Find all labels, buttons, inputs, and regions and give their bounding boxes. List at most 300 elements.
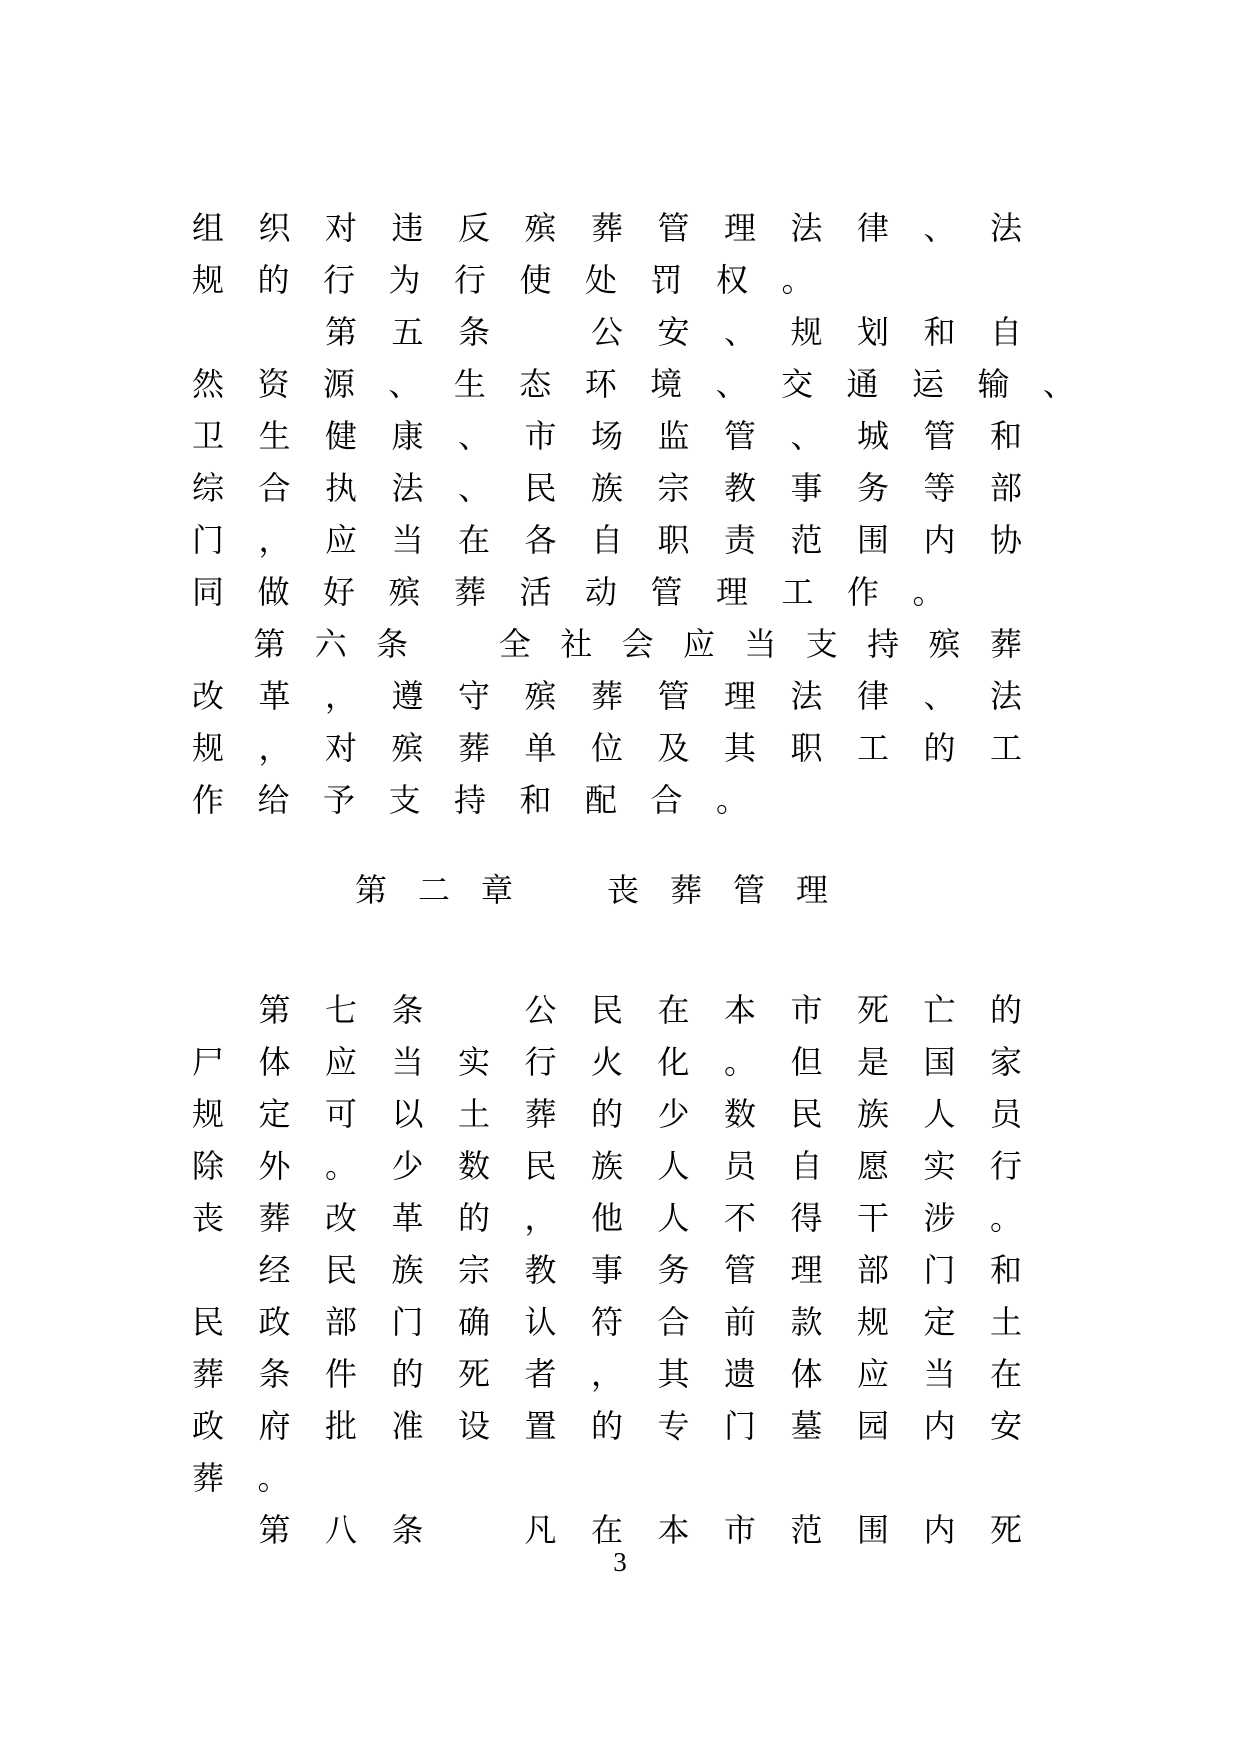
char: 政 <box>258 1304 291 1340</box>
char: 以 <box>391 1096 424 1132</box>
char: 人 <box>923 1096 956 1132</box>
char: 范 <box>790 1512 823 1548</box>
char: 规 <box>857 1304 890 1340</box>
char: 的 <box>591 1408 624 1444</box>
char: 改 <box>325 1200 358 1236</box>
char: 族 <box>391 1252 424 1288</box>
text-line <box>192 1088 1022 1140</box>
char: 、 <box>724 314 757 350</box>
char: 理 <box>724 678 757 714</box>
char: 的 <box>257 262 290 298</box>
text-line <box>192 722 1022 774</box>
char: 管 <box>724 1252 757 1288</box>
char: 亡 <box>923 992 956 1028</box>
char: 予 <box>323 782 356 818</box>
char: ， <box>591 1356 624 1392</box>
char: 第 <box>253 626 286 662</box>
char: 国 <box>923 1044 956 1080</box>
char: 是 <box>857 1044 890 1080</box>
char: 事 <box>591 1252 624 1288</box>
text-line <box>192 358 1075 410</box>
char: 内 <box>923 1408 956 1444</box>
char: 设 <box>458 1408 491 1444</box>
text-line <box>192 566 1022 618</box>
char: 准 <box>391 1408 424 1444</box>
char: 活 <box>519 574 552 610</box>
char: 本 <box>657 1512 690 1548</box>
char: 葬 <box>591 210 624 246</box>
char: 社 <box>560 626 593 662</box>
char: 人 <box>657 1200 690 1236</box>
char: 遗 <box>724 1356 757 1392</box>
char: 法 <box>391 470 424 506</box>
char: 违 <box>391 210 424 246</box>
char: 对 <box>325 210 358 246</box>
char: 、 <box>923 678 956 714</box>
char: 定 <box>258 1096 291 1132</box>
char: 内 <box>923 522 956 558</box>
char: 族 <box>591 1148 624 1184</box>
char: 。 <box>257 1460 290 1496</box>
char: 葬 <box>192 1356 225 1392</box>
char: 得 <box>790 1200 823 1236</box>
char: 葬 <box>670 872 703 908</box>
char: 支 <box>805 626 838 662</box>
text-line <box>192 1296 1022 1348</box>
char: 管 <box>650 574 683 610</box>
char: 市 <box>724 1512 757 1548</box>
text-line <box>192 618 1022 670</box>
char: 民 <box>591 992 624 1028</box>
char: 墓 <box>790 1408 823 1444</box>
char: 条 <box>376 626 409 662</box>
char: 数 <box>458 1148 491 1184</box>
char: 涉 <box>923 1200 956 1236</box>
char: 教 <box>724 470 757 506</box>
char: 围 <box>857 1512 890 1548</box>
char: 五 <box>391 314 424 350</box>
char: 其 <box>724 730 757 766</box>
char: 符 <box>591 1304 624 1340</box>
char: 。 <box>781 262 814 298</box>
char: 葬 <box>989 626 1022 662</box>
char: 火 <box>591 1044 624 1080</box>
char: 动 <box>585 574 618 610</box>
char: 葬 <box>454 574 487 610</box>
char: 律 <box>857 678 890 714</box>
char: 件 <box>325 1356 358 1392</box>
char: 工 <box>857 730 890 766</box>
text-line <box>192 774 1022 826</box>
char: 葬 <box>524 1096 557 1132</box>
char: 改 <box>192 678 225 714</box>
char: 在 <box>591 1512 624 1548</box>
char: 市 <box>524 418 557 454</box>
char: 处 <box>585 262 618 298</box>
text-line <box>192 1192 1022 1244</box>
char: 实 <box>923 1148 956 1184</box>
char: 部 <box>857 1252 890 1288</box>
char: 当 <box>923 1356 956 1392</box>
char: 对 <box>325 730 358 766</box>
char: 和 <box>990 418 1023 454</box>
char: 应 <box>325 522 358 558</box>
char: 宗 <box>657 470 690 506</box>
char: 六 <box>314 626 347 662</box>
char: 的 <box>458 1200 491 1236</box>
char: 民 <box>524 1148 557 1184</box>
char: 的 <box>923 730 956 766</box>
char: 同 <box>192 574 225 610</box>
text-line <box>192 1400 1022 1452</box>
text-line <box>192 670 1022 722</box>
char: 工 <box>990 730 1023 766</box>
char: 交 <box>781 366 814 402</box>
chapter-heading <box>192 864 1022 916</box>
char: 当 <box>391 1044 424 1080</box>
char: 化 <box>657 1044 690 1080</box>
blank-line <box>192 916 1022 984</box>
char: 内 <box>923 1512 956 1548</box>
char: 公 <box>591 314 624 350</box>
char: 城 <box>857 418 890 454</box>
char: 作 <box>192 782 225 818</box>
char: 安 <box>657 314 690 350</box>
char: 单 <box>524 730 557 766</box>
char: 第 <box>325 314 358 350</box>
char: 行 <box>454 262 487 298</box>
char: 场 <box>591 418 624 454</box>
char: 组 <box>192 210 225 246</box>
char: 管 <box>657 678 690 714</box>
char: 葬 <box>258 1200 291 1236</box>
char: 员 <box>724 1148 757 1184</box>
char: 死 <box>857 992 890 1028</box>
char: 境 <box>650 366 683 402</box>
char: 在 <box>657 992 690 1028</box>
char: 教 <box>524 1252 557 1288</box>
char: 和 <box>990 1252 1023 1288</box>
char: 管 <box>657 210 690 246</box>
char: 和 <box>923 314 956 350</box>
char: 门 <box>724 1408 757 1444</box>
char: 葬 <box>591 678 624 714</box>
char: 条 <box>258 1356 291 1392</box>
char: 二 <box>418 872 451 908</box>
char: 工 <box>781 574 814 610</box>
char: 少 <box>657 1096 690 1132</box>
char: 的 <box>591 1096 624 1132</box>
page-number: 3 <box>613 1547 627 1577</box>
char: 尸 <box>192 1044 225 1080</box>
char: 当 <box>391 522 424 558</box>
char: 八 <box>325 1512 358 1548</box>
char: 体 <box>258 1044 291 1080</box>
char: 应 <box>683 626 716 662</box>
char: 、 <box>458 470 491 506</box>
char: 门 <box>923 1252 956 1288</box>
char: 综 <box>192 470 225 506</box>
text-line <box>192 1036 1022 1088</box>
char: 规 <box>192 1096 225 1132</box>
char: 配 <box>585 782 618 818</box>
char: 职 <box>790 730 823 766</box>
char: 殡 <box>524 210 557 246</box>
char: 第 <box>355 872 388 908</box>
char: 宗 <box>458 1252 491 1288</box>
char: 的 <box>990 992 1023 1028</box>
char: 他 <box>591 1200 624 1236</box>
char: ， <box>258 522 291 558</box>
char: 源 <box>322 366 355 402</box>
char: 规 <box>790 314 823 350</box>
char: 在 <box>458 522 491 558</box>
char: 干 <box>857 1200 890 1236</box>
char: 定 <box>923 1304 956 1340</box>
char: 。 <box>912 574 945 610</box>
char: 及 <box>657 730 690 766</box>
char: 通 <box>846 366 879 402</box>
char: 态 <box>519 366 552 402</box>
text-column <box>192 202 1075 1556</box>
char: 的 <box>391 1356 424 1392</box>
char: 理 <box>796 872 829 908</box>
char: 第 <box>258 1512 291 1548</box>
char: 。 <box>990 1200 1023 1236</box>
char: 职 <box>657 522 690 558</box>
char: 市 <box>790 992 823 1028</box>
char: 应 <box>857 1356 890 1392</box>
char: ， <box>258 730 291 766</box>
char: 法 <box>790 210 823 246</box>
char: 生 <box>258 418 291 454</box>
char: 。 <box>325 1148 358 1184</box>
char: 专 <box>657 1408 690 1444</box>
char: 运 <box>911 366 944 402</box>
char: 管 <box>724 418 757 454</box>
char: 罚 <box>650 262 683 298</box>
char: 位 <box>591 730 624 766</box>
char: 。 <box>724 1044 757 1080</box>
char: 环 <box>584 366 617 402</box>
char: 行 <box>524 1044 557 1080</box>
char: 遵 <box>391 678 424 714</box>
char: 置 <box>524 1408 557 1444</box>
char: 执 <box>325 470 358 506</box>
char: 、 <box>923 210 956 246</box>
char: 守 <box>458 678 491 714</box>
char: 园 <box>857 1408 890 1444</box>
char: 民 <box>325 1252 358 1288</box>
text-line <box>192 306 1022 358</box>
char: 不 <box>724 1200 757 1236</box>
char: 家 <box>990 1044 1023 1080</box>
char: 应 <box>325 1044 358 1080</box>
char: 康 <box>391 418 424 454</box>
char: 殡 <box>388 574 421 610</box>
char: 体 <box>790 1356 823 1392</box>
char: 经 <box>258 1252 291 1288</box>
char: 前 <box>724 1304 757 1340</box>
char: 丧 <box>192 1200 225 1236</box>
char: 反 <box>458 210 491 246</box>
char: 数 <box>724 1096 757 1132</box>
char: 等 <box>923 470 956 506</box>
char: 民 <box>192 1304 225 1340</box>
char: 各 <box>524 522 557 558</box>
char: 族 <box>591 470 624 506</box>
char: 合 <box>657 1304 690 1340</box>
char: 葬 <box>192 1460 225 1496</box>
char: 部 <box>325 1304 358 1340</box>
char: 安 <box>990 1408 1023 1444</box>
char: 行 <box>990 1148 1023 1184</box>
char: 条 <box>391 992 424 1028</box>
char: 务 <box>657 1252 690 1288</box>
char: 卫 <box>192 418 225 454</box>
char: 民 <box>524 470 557 506</box>
char: 、 <box>715 366 748 402</box>
char: 规 <box>192 730 225 766</box>
char: 土 <box>458 1096 491 1132</box>
char: 持 <box>867 626 900 662</box>
char: 健 <box>325 418 358 454</box>
char: 和 <box>519 782 552 818</box>
char: 员 <box>990 1096 1023 1132</box>
char: 殡 <box>928 626 961 662</box>
char: 葬 <box>458 730 491 766</box>
text-line <box>192 1244 1022 1296</box>
char: 其 <box>657 1356 690 1392</box>
char: 府 <box>258 1408 291 1444</box>
char: 划 <box>857 314 890 350</box>
char: 自 <box>990 314 1023 350</box>
char: 愿 <box>857 1148 890 1184</box>
char: 章 <box>481 872 514 908</box>
char: 权 <box>716 262 749 298</box>
char: 好 <box>323 574 356 610</box>
body-text-top <box>192 202 1075 826</box>
char: 殡 <box>524 678 557 714</box>
char: 协 <box>990 522 1023 558</box>
char: 为 <box>388 262 421 298</box>
char: 者 <box>524 1356 557 1392</box>
char: 人 <box>657 1148 690 1184</box>
char: ， <box>524 1200 557 1236</box>
char: 少 <box>391 1148 424 1184</box>
text-line <box>192 202 1022 254</box>
char: 门 <box>192 522 225 558</box>
char: 法 <box>990 678 1023 714</box>
char: 、 <box>1042 366 1075 402</box>
char: 支 <box>388 782 421 818</box>
char: 理 <box>790 1252 823 1288</box>
char: 法 <box>790 678 823 714</box>
char: 事 <box>790 470 823 506</box>
char: 律 <box>857 210 890 246</box>
blank-line <box>192 826 1022 864</box>
char: 资 <box>257 366 290 402</box>
char: 监 <box>657 418 690 454</box>
text-line <box>192 254 1022 306</box>
char: 丧 <box>607 872 640 908</box>
char: 除 <box>192 1148 225 1184</box>
char: 当 <box>744 626 777 662</box>
char: 条 <box>391 1512 424 1548</box>
char: 民 <box>790 1096 823 1132</box>
text-line <box>192 1348 1022 1400</box>
char: 本 <box>724 992 757 1028</box>
char: 殡 <box>391 730 424 766</box>
char: 生 <box>453 366 486 402</box>
text-line <box>192 1140 1022 1192</box>
text-line <box>192 984 1022 1036</box>
char: 给 <box>257 782 290 818</box>
char: 。 <box>716 782 749 818</box>
char: 理 <box>724 210 757 246</box>
char: 全 <box>498 626 531 662</box>
char: 部 <box>990 470 1023 506</box>
text-line <box>192 1452 1022 1504</box>
char: 然 <box>192 366 225 402</box>
char: 确 <box>458 1304 491 1340</box>
char: 门 <box>391 1304 424 1340</box>
char: 会 <box>621 626 654 662</box>
char: 使 <box>519 262 552 298</box>
char: 行 <box>323 262 356 298</box>
char: 款 <box>790 1304 823 1340</box>
char: 持 <box>454 782 487 818</box>
char: 、 <box>790 418 823 454</box>
char: ， <box>325 678 358 714</box>
char: 土 <box>990 1304 1023 1340</box>
char: 做 <box>257 574 290 610</box>
char: 批 <box>325 1408 358 1444</box>
text-line <box>192 462 1022 514</box>
char: 规 <box>192 262 225 298</box>
char: 法 <box>990 210 1023 246</box>
body-text-bottom <box>192 984 1022 1556</box>
char: 管 <box>923 418 956 454</box>
char: 作 <box>847 574 880 610</box>
char: 自 <box>591 522 624 558</box>
char: 死 <box>458 1356 491 1392</box>
char: 七 <box>325 992 358 1028</box>
char: 自 <box>790 1148 823 1184</box>
char: 、 <box>458 418 491 454</box>
char: 务 <box>857 470 890 506</box>
char: 但 <box>790 1044 823 1080</box>
char: 合 <box>258 470 291 506</box>
char: 公 <box>524 992 557 1028</box>
char: 族 <box>857 1096 890 1132</box>
char: 革 <box>258 678 291 714</box>
char: 围 <box>857 522 890 558</box>
char: 理 <box>716 574 749 610</box>
char: 、 <box>388 366 421 402</box>
char: 外 <box>258 1148 291 1184</box>
text-line <box>192 410 1022 462</box>
char: 认 <box>524 1304 557 1340</box>
char: 范 <box>790 522 823 558</box>
char: 输 <box>977 366 1010 402</box>
char: 织 <box>258 210 291 246</box>
char: 可 <box>325 1096 358 1132</box>
char: 合 <box>650 782 683 818</box>
text-line <box>192 514 1022 566</box>
char: 革 <box>391 1200 424 1236</box>
char: 实 <box>458 1044 491 1080</box>
